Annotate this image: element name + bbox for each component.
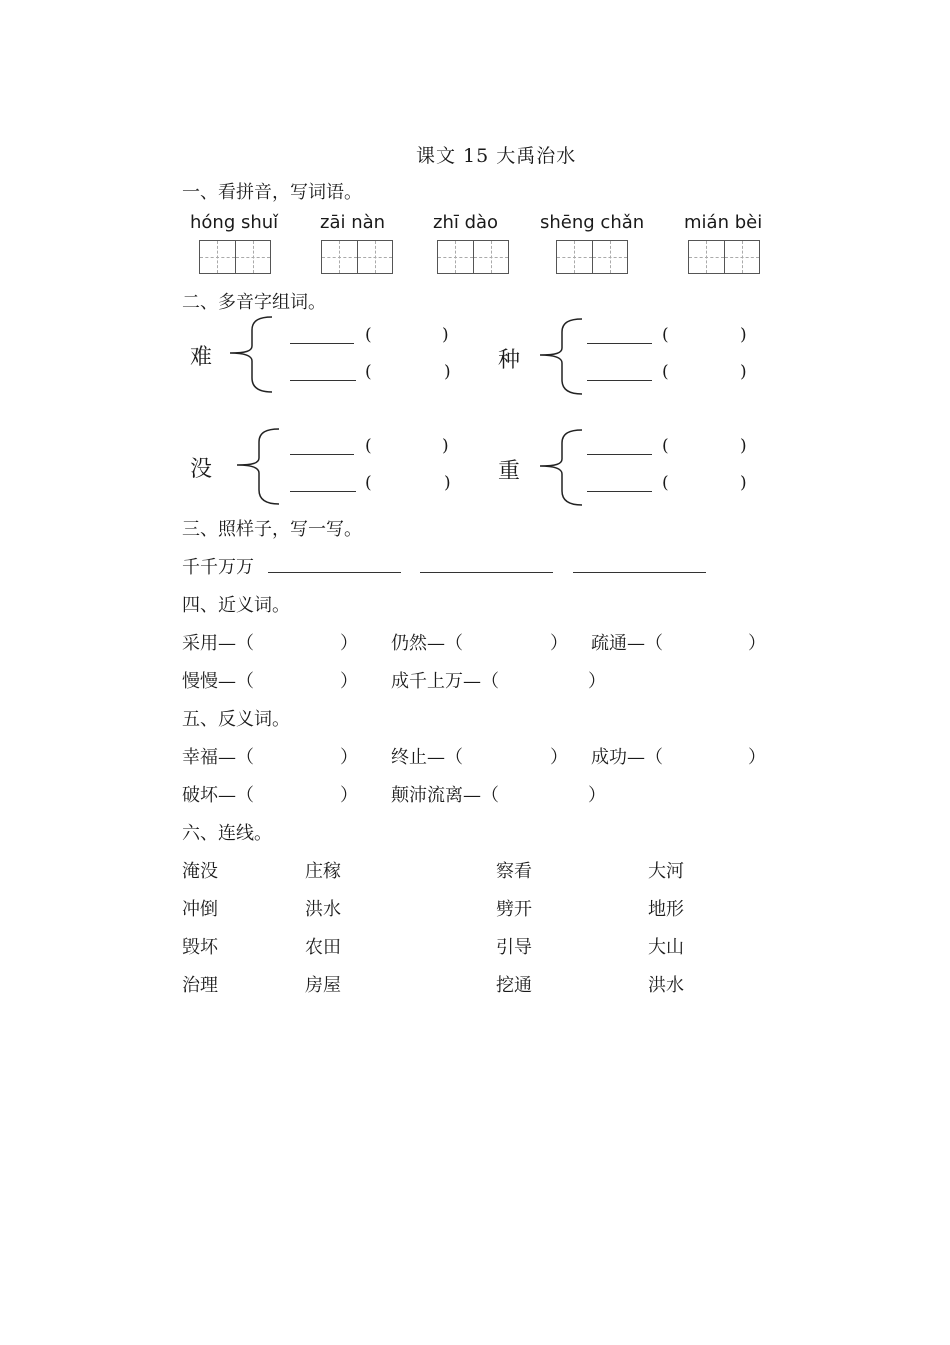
match-left-word[interactable]: 治理 — [182, 975, 218, 996]
section-5-heading: 五、反义词。 — [182, 709, 290, 730]
match-right-word[interactable]: 察看 — [496, 861, 532, 882]
antonym-close-3: ） — [748, 747, 766, 768]
section-1-heading: 一、看拼音，写词语。 — [182, 182, 362, 203]
match-left-word[interactable]: 淹没 — [182, 861, 218, 882]
paren-close: ) — [740, 473, 747, 493]
match-right-target[interactable]: 地形 — [648, 899, 684, 920]
match-right-word[interactable]: 引导 — [496, 937, 532, 958]
synonym-item-5: 成千上万—（ — [391, 671, 499, 692]
synonym-item-3: 疏通—（ — [591, 633, 663, 654]
antonym-close-5: ） — [588, 785, 606, 806]
example-word: 千千万万 — [182, 557, 254, 578]
paren-open: ( — [662, 436, 669, 456]
brace-4 — [538, 429, 584, 507]
antonym-item-3: 成功—（ — [591, 747, 663, 768]
pinyin-4: shēng chǎn — [540, 212, 645, 233]
blank-chong-1[interactable] — [587, 453, 652, 455]
paren-close: ) — [740, 436, 747, 456]
paren-open: ( — [365, 362, 372, 382]
writing-grid-4[interactable] — [556, 240, 628, 274]
match-left-word[interactable]: 冲倒 — [182, 899, 218, 920]
antonym-close-1: ） — [340, 747, 358, 768]
paren-close: ) — [740, 325, 747, 345]
page-title: 课文 15 大禹治水 — [416, 145, 577, 167]
antonym-item-2: 终止—（ — [391, 747, 463, 768]
antonym-item-5: 颠沛流离—（ — [391, 785, 499, 806]
synonym-close-4: ） — [340, 671, 358, 692]
pinyin-3: zhī dào — [433, 212, 499, 233]
synonym-close-3: ） — [748, 633, 766, 654]
polyphone-char-3: 没 — [190, 457, 213, 482]
match-right-word[interactable]: 挖通 — [496, 975, 532, 996]
paren-close: ) — [442, 436, 449, 456]
pinyin-2: zāi nàn — [320, 212, 386, 233]
blank-chong-2[interactable] — [587, 490, 652, 492]
synonym-item-1: 采用—（ — [182, 633, 254, 654]
brace-3 — [235, 428, 281, 506]
blank-zhong-1[interactable] — [587, 342, 652, 344]
blank-nan-1[interactable] — [290, 342, 354, 344]
antonym-close-2: ） — [550, 747, 568, 768]
synonym-item-2: 仍然—（ — [391, 633, 463, 654]
synonym-close-2: ） — [550, 633, 568, 654]
section-4-heading: 四、近义词。 — [182, 595, 290, 616]
blank-aabb-2[interactable] — [420, 571, 553, 573]
synonym-close-5: ） — [588, 671, 606, 692]
blank-aabb-1[interactable] — [268, 571, 401, 573]
match-left-target[interactable]: 庄稼 — [305, 861, 341, 882]
polyphone-char-2: 种 — [498, 348, 521, 373]
paren-close: ) — [444, 362, 451, 382]
brace-1 — [228, 316, 274, 394]
blank-aabb-3[interactable] — [573, 571, 706, 573]
antonym-item-1: 幸福—（ — [182, 747, 254, 768]
pinyin-1: hóng shuǐ — [190, 212, 279, 233]
match-right-target[interactable]: 大河 — [648, 861, 684, 882]
antonym-item-4: 破坏—（ — [182, 785, 254, 806]
writing-grid-2[interactable] — [321, 240, 393, 274]
match-right-target[interactable]: 洪水 — [648, 975, 684, 996]
antonym-close-4: ） — [340, 785, 358, 806]
paren-open: ( — [365, 325, 372, 345]
paren-close: ) — [740, 362, 747, 382]
synonym-close-1: ） — [340, 633, 358, 654]
blank-nan-2[interactable] — [290, 379, 356, 381]
match-left-target[interactable]: 洪水 — [305, 899, 341, 920]
paren-open: ( — [365, 436, 372, 456]
paren-close: ) — [442, 325, 449, 345]
match-left-word[interactable]: 毁坏 — [182, 937, 218, 958]
paren-open: ( — [365, 473, 372, 493]
paren-open: ( — [662, 473, 669, 493]
paren-open: ( — [662, 362, 669, 382]
match-right-word[interactable]: 劈开 — [496, 899, 532, 920]
section-6-heading: 六、连线。 — [182, 823, 272, 844]
pinyin-5: mián bèi — [684, 212, 763, 233]
section-2-heading: 二、多音字组词。 — [182, 292, 326, 313]
paren-open: ( — [662, 325, 669, 345]
blank-mei-1[interactable] — [290, 453, 354, 455]
polyphone-char-4: 重 — [498, 459, 521, 484]
polyphone-char-1: 难 — [190, 345, 213, 370]
section-3-heading: 三、照样子，写一写。 — [182, 519, 362, 540]
writing-grid-5[interactable] — [688, 240, 760, 274]
writing-grid-1[interactable] — [199, 240, 271, 274]
writing-grid-3[interactable] — [437, 240, 509, 274]
paren-close: ) — [444, 473, 451, 493]
match-left-target[interactable]: 房屋 — [305, 975, 341, 996]
blank-mei-2[interactable] — [290, 490, 356, 492]
match-right-target[interactable]: 大山 — [648, 937, 684, 958]
match-left-target[interactable]: 农田 — [305, 937, 341, 958]
blank-zhong-2[interactable] — [587, 379, 652, 381]
synonym-item-4: 慢慢—（ — [182, 671, 254, 692]
brace-2 — [538, 318, 584, 396]
